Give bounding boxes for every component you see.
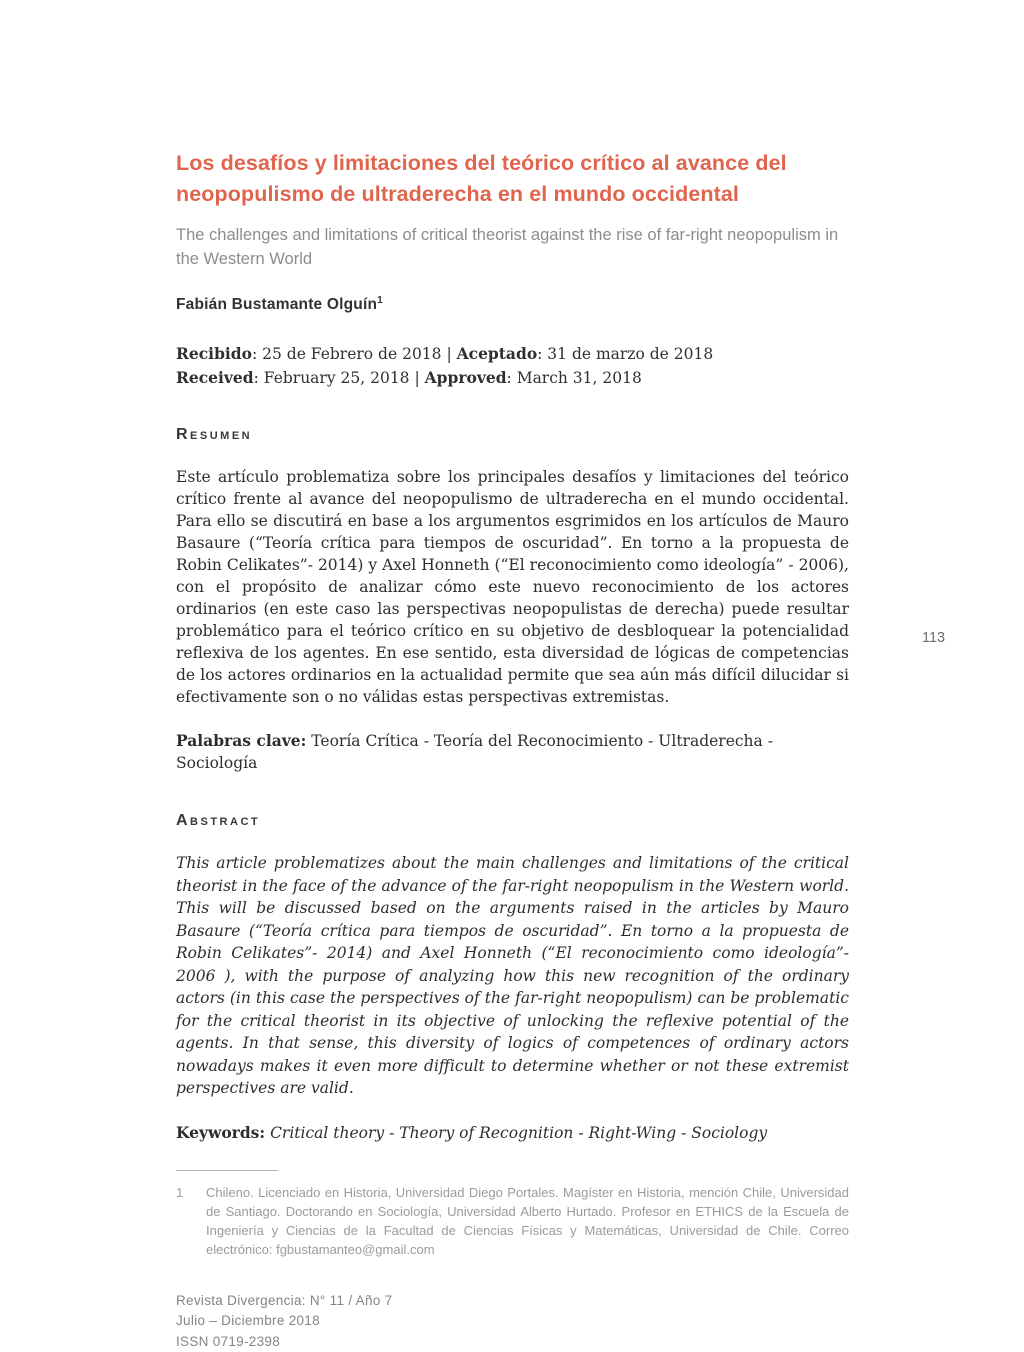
author-footnote-ref: 1 xyxy=(377,295,383,306)
resumen-heading: Resumen xyxy=(176,426,253,444)
abstract-body: This article problematizes about the main challenges and limitations of the critical theorist in the face of the advance of the far-right neopopulism in the Western world. This will be discussed based on the arguments raised in the articles by Mauro Basaure (“Teoría crítica para tiempos de oscuridad”. En torno a la propuesta de Robin Celikates”- 2014) and Axel Honneth (“El reconocimiento como ideología”- 2006 ), with the purpose of analyzing how this new recognition of the ordinary actors (in this case the perspectives of the far-right neopopulism) can be problematic for the critical theorist in its objective of unlocking the reflexive potential of the agents. In that sense, this diversity of logics of competences of ordinary actors nowadays makes it even more difficult to determine whether or not these extremist perspectives are valid. xyxy=(176,854,849,1098)
footnote-text: Chileno. Licenciado en Historia, Universidad Diego Portales. Magíster en Historia, mención Chile, Universidad de Santiago. Doctorando en Sociología, Universidad Alberto Hurtado. Profesor en ETHICS de la Escuela de Ingeniería y Ciencias de la Facultad de Ciencias Físicas y Matemáticas, Universidad de Chile. Correo electrónico: fgbustamanteo@gmail.com xyxy=(206,1184,849,1257)
dates-line-en xyxy=(176,366,849,390)
recibido-value: : 25 de Febrero de 2018 xyxy=(251,345,442,364)
aceptado-value: : 31 de marzo de 2018 xyxy=(537,345,714,364)
dates-separator: | xyxy=(409,369,425,388)
article-title-es: Los desafíos y limitaciones del teórico crítico al avance del neopopulismo de ultraderecha en el mundo occidental xyxy=(176,151,787,206)
approved-label: Approved xyxy=(424,368,507,388)
author-name: Fabián Bustamante Olguín xyxy=(176,296,378,314)
journal-issn-line: ISSN 0719-2398 xyxy=(176,1333,281,1349)
palabras-clave-values: Teoría Crítica - Teoría del Reconocimiento - Ultraderecha - Sociología xyxy=(176,732,773,773)
received-value: : February 25, 2018 xyxy=(253,369,410,388)
article-title-en: The challenges and limitations of critical theorist against the rise of far-right neopopulism in the Western World xyxy=(176,226,839,268)
aceptado-label: Aceptado xyxy=(456,344,538,364)
palabras-clave-line xyxy=(176,730,849,774)
approved-value: : March 31, 2018 xyxy=(506,369,642,388)
dates-line-es xyxy=(176,342,849,366)
journal-footer xyxy=(176,1291,849,1352)
article-content xyxy=(176,148,849,1352)
keywords-values: Critical theory - Theory of Recognition - Right-Wing - Sociology xyxy=(265,1123,768,1142)
abstract-heading: Abstract xyxy=(176,812,261,830)
footnote xyxy=(176,1183,849,1259)
footnote-marker: 1 xyxy=(176,1184,184,1200)
received-label: Received xyxy=(176,368,254,388)
page-number: 113 xyxy=(922,630,946,646)
dates-separator: | xyxy=(441,345,457,364)
recibido-label: Recibido xyxy=(176,344,252,364)
journal-period-line: Julio – Diciembre 2018 xyxy=(176,1313,320,1329)
keywords-line xyxy=(176,1122,849,1144)
dates-block xyxy=(176,342,849,390)
keywords-label: Keywords: xyxy=(176,1122,266,1142)
footnote-divider xyxy=(176,1170,278,1171)
palabras-clave-label: Palabras clave: xyxy=(176,731,307,751)
author-line xyxy=(176,295,849,314)
journal-issue-line: Revista Divergencia: N° 11 / Año 7 xyxy=(176,1292,393,1308)
resumen-body: Este artículo problematiza sobre los principales desafíos y limitaciones del teórico crítico frente al avance del neopopulismo de ultraderecha en el mundo occidental. Para ello se discutirá en base a los argumentos esgrimidos en los artículos de Mauro Basaure (“Teoría crítica para tiempos de oscuridad”. En torno a la propuesta de Robin Celikates”- 2014) y Axel Honneth (“El reconocimiento como ideología” - 2006), con el propósito de analizar cómo este nuevo reconocimiento de los actores ordinarios (en este caso las perspectivas neopopulistas de derecha) puede resultar problemático para el teórico crítico en su objetivo de desbloquear la potencialidad reflexiva de los agentes. En ese sentido, esta diversidad de lógicas de competencias de los actores ordinarios en la actualidad permite que sea aún más difícil dilucidar si efectivamente son o no válidas estas perspectivas extremistas. xyxy=(176,468,849,707)
